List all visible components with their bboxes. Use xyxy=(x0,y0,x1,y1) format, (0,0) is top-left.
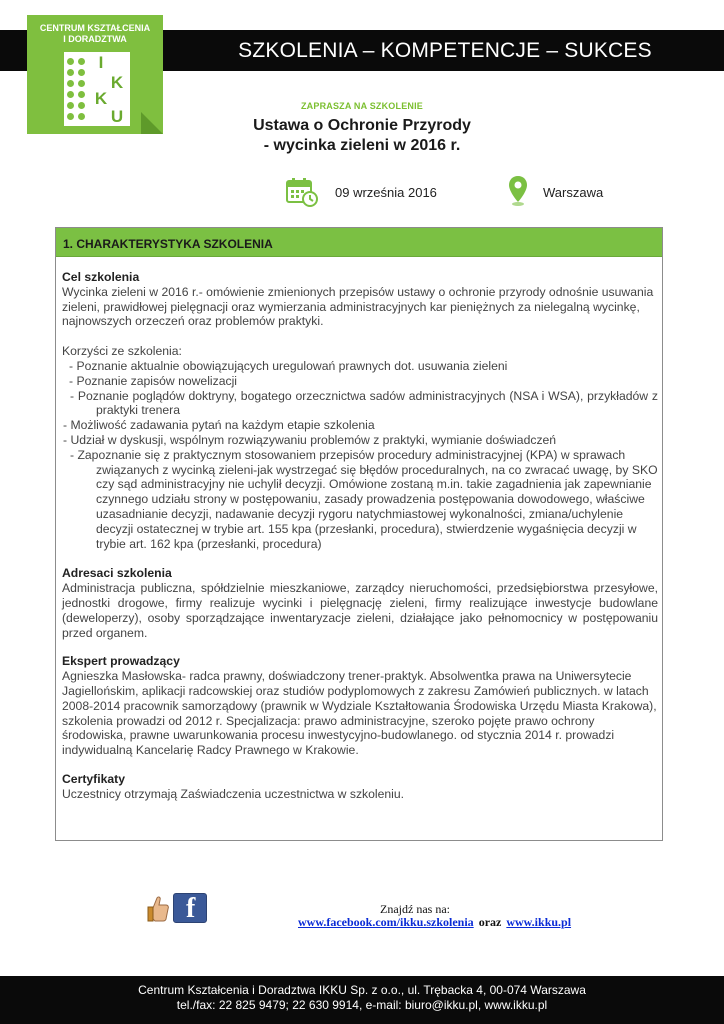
logo-dot xyxy=(78,91,85,98)
training-title-line-1: Ustawa o Ochronie Przyrody xyxy=(253,117,471,134)
logo-letter: U xyxy=(110,107,124,126)
location-pin-icon xyxy=(508,175,528,207)
calendar-icon xyxy=(286,177,318,207)
logo-dot xyxy=(78,69,85,76)
facebook-icon[interactable] xyxy=(173,893,207,923)
benefit-item: - Poznanie zapisów nowelizacji xyxy=(69,373,238,388)
benefit-item: - Poznanie poglądów doktryny, bogatego orzecznictwa sadów administracyjnych (NSA i WSA), przykładów z praktyki trenera xyxy=(70,388,658,418)
logo-text xyxy=(27,23,163,45)
logo-letter: I xyxy=(98,53,104,72)
section-heading: 1. CHARAKTERYSTYKA SZKOLENIA xyxy=(63,237,273,251)
goal-text: Wycinka zieleni w 2016 r.- omówienie zmienionych przepisów ustawy o ochronie przyrody odnośnie usuwania zieleni, prawidłowej pielęgnacji oraz wymierzania administracyjnych kar pieniężnych za nielegalną wycinkę, najnowszych orzeczeń oraz problemów praktyki. xyxy=(62,284,654,329)
benefit-item: - Możliwość zadawania pytań na każdym etapie szkolenia xyxy=(63,418,375,433)
invite-label: ZAPRASZA NA SZKOLENIE xyxy=(300,101,424,111)
section-header xyxy=(56,228,662,257)
logo-dot xyxy=(67,69,74,76)
logo-letter: K xyxy=(110,73,124,92)
training-title-line-2: - wycinka zieleni w 2016 r. xyxy=(263,137,461,154)
logo-letter: K xyxy=(94,89,108,108)
logo-dot xyxy=(67,80,74,87)
audience-heading: Adresaci szkolenia xyxy=(62,566,172,581)
and-text: oraz xyxy=(478,915,502,929)
benefits-heading: Korzyści ze szkolenia: xyxy=(62,344,182,359)
benefit-item: - Udział w dyskusji, wspólnym rozwiązywaniu problemów z praktyki, wymianie doświadczeń xyxy=(63,432,557,447)
training-place: Warszawa xyxy=(543,185,604,200)
footer-contact: tel./fax: 22 825 9479; 22 630 9914, e-mail: biuro@ikku.pl, www.ikku.pl xyxy=(176,998,548,1012)
logo-dot xyxy=(78,80,85,87)
logo-dot xyxy=(67,91,74,98)
section-content xyxy=(62,270,658,802)
expert-heading: Ekspert prowadzący xyxy=(62,654,180,669)
facebook-link[interactable]: www.facebook.com/ikku.szkolenia xyxy=(298,915,474,929)
certificates-text: Uczestnicy otrzymają Zaświadczenia uczestnictwa w szkoleniu. xyxy=(62,786,405,801)
audience-text: Administracja publiczna, spółdzielnie mieszkaniowe, zarządcy nieruchomości, przedsiębiorstwa przesyłowe, jednostki drogowe, firmy realizuje wycinki i pielęgnację zieleni, firmy realizujące inwestycje budowlane (deweloperzy), osoby sporządzające inwentaryzacje zieleni, działające jako pełnomocnicy w postępowaniu przed organem. xyxy=(62,581,658,640)
logo-dot xyxy=(78,58,85,65)
tagline: SZKOLENIA – KOMPETENCJE – SUKCES xyxy=(238,39,652,62)
expert-text: Agnieszka Masłowska- radca prawny, doświadczony trener-praktyk. Absolwentka prawa na Uniwersytecie Jagiellońskim, aplikacji radcowskiej oraz studiów podyplomowych z zakresu Zamówień publicznych. w latach 2008-2014 pracownik samorządowy (prawnik w Wydziale Kształtowania Środowiska Urzędu Miasta Krakowa), szkolenia prowadzi od 2012 r. Specjalizacja: prawo administracyjne, szeroko pojęte prawo ochrony środowiska, prawne uwarunkowania procesu inwestycyjno-budowlanego. od stycznia 2014 r. prowadzi indywidualną Kancelarię Radcy Prawnego w Krakowie. xyxy=(62,669,657,758)
website-link[interactable]: www.ikku.pl xyxy=(506,915,572,929)
facebook-letter: f xyxy=(186,893,196,924)
logo-letters-box xyxy=(64,52,130,126)
training-date: 09 września 2016 xyxy=(335,185,437,200)
benefit-item: - Poznanie aktualnie obowiązujących uregulowań prawnych dot. usuwania zieleni xyxy=(69,358,508,373)
logo-line-2: I DORADZTWA xyxy=(63,34,127,44)
find-us-label: Znajdź nas na: xyxy=(380,902,450,916)
footer-address: Centrum Kształcenia i Doradztwa IKKU Sp. z o.o., ul. Trębacka 4, 00-074 Warszawa xyxy=(138,983,586,997)
thumbs-up-icon[interactable] xyxy=(147,894,171,924)
training-details-card xyxy=(55,227,663,841)
certificates-heading: Certyfikaty xyxy=(62,771,125,786)
logo-line-1: CENTRUM KSZTAŁCENIA xyxy=(39,23,151,33)
logo-dot xyxy=(67,58,74,65)
goal-heading: Cel szkolenia xyxy=(62,270,140,284)
benefit-item: - Zapoznanie się z praktycznym stosowaniem przepisów procedury administracyjnej (KPA) w sprawach związanych z wycinką zieleni-jak wystrzegać się błędów proceduralnych, na co zwracać uwagę, by SKO czy sąd administracyjny nie uchylił decyzji. Omówione zostaną m.in. takie zagadnienia jak zapewnianie czynnego udziału strony w postępowaniu, zasady prowadzenia postępowania dowodowego, właściwe uzasadnianie decyzji, nadawanie decyzji rygoru natychmiastowej wykonalności, zmiana/uchylenie decyzji ostatecznej w trybie art. 155 kpa (przesłanki, procedura), stwierdzenie wygaśnięcia decyzji w trybie art. 162 kpa (przesłanki, procedura) xyxy=(70,447,658,551)
social-links xyxy=(298,915,571,930)
footer xyxy=(0,976,724,1024)
